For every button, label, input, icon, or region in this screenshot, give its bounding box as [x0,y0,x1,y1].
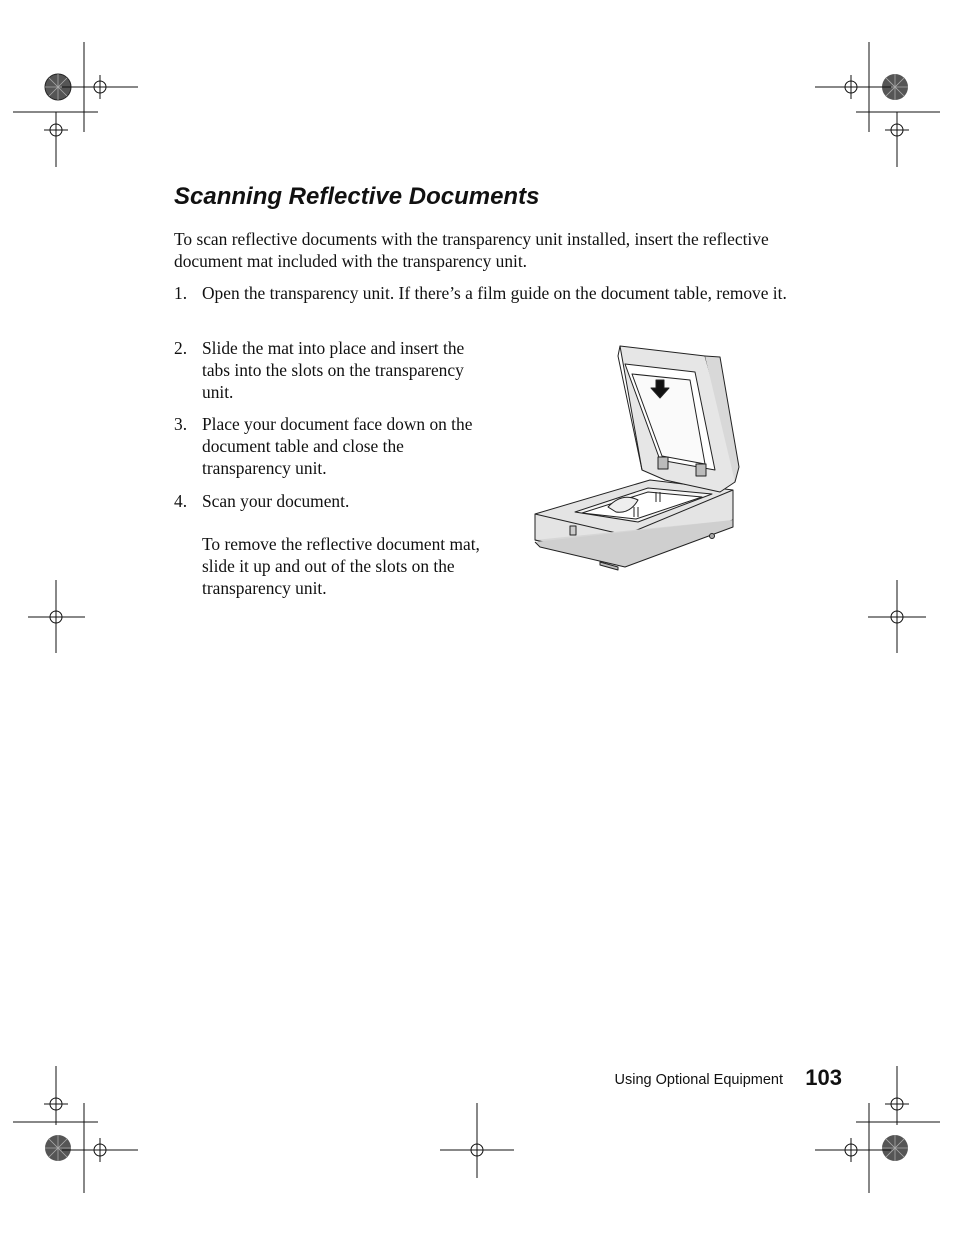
intro-paragraph: To scan reflective documents with the transparency unit installed, insert the reflective document mat included with the transparency unit. [174,229,769,271]
step-number: 4. [174,491,188,511]
scanner-open-lid-icon [530,342,740,587]
step-number: 2. [174,338,188,358]
step-text: Open the transparency unit. If there’s a film guide on the document table, remove it. [202,283,787,303]
step-text: Scan your document. [202,491,350,511]
removal-note: To remove the reflective document mat, slide it up and out of the slots on the transparency unit. [202,534,480,598]
step-text: Slide the mat into place and insert the tabs into the slots on the transparency unit. [202,338,465,402]
step-number: 3. [174,414,188,434]
page-title: Scanning Reflective Documents [174,183,540,210]
step-text: Place your document face down on the document table and close the transparency unit. [202,414,473,478]
footer-section-label: Using Optional Equipment [614,1072,783,1088]
page-number: 103 [805,1065,842,1090]
step-number: 1. [174,283,188,303]
